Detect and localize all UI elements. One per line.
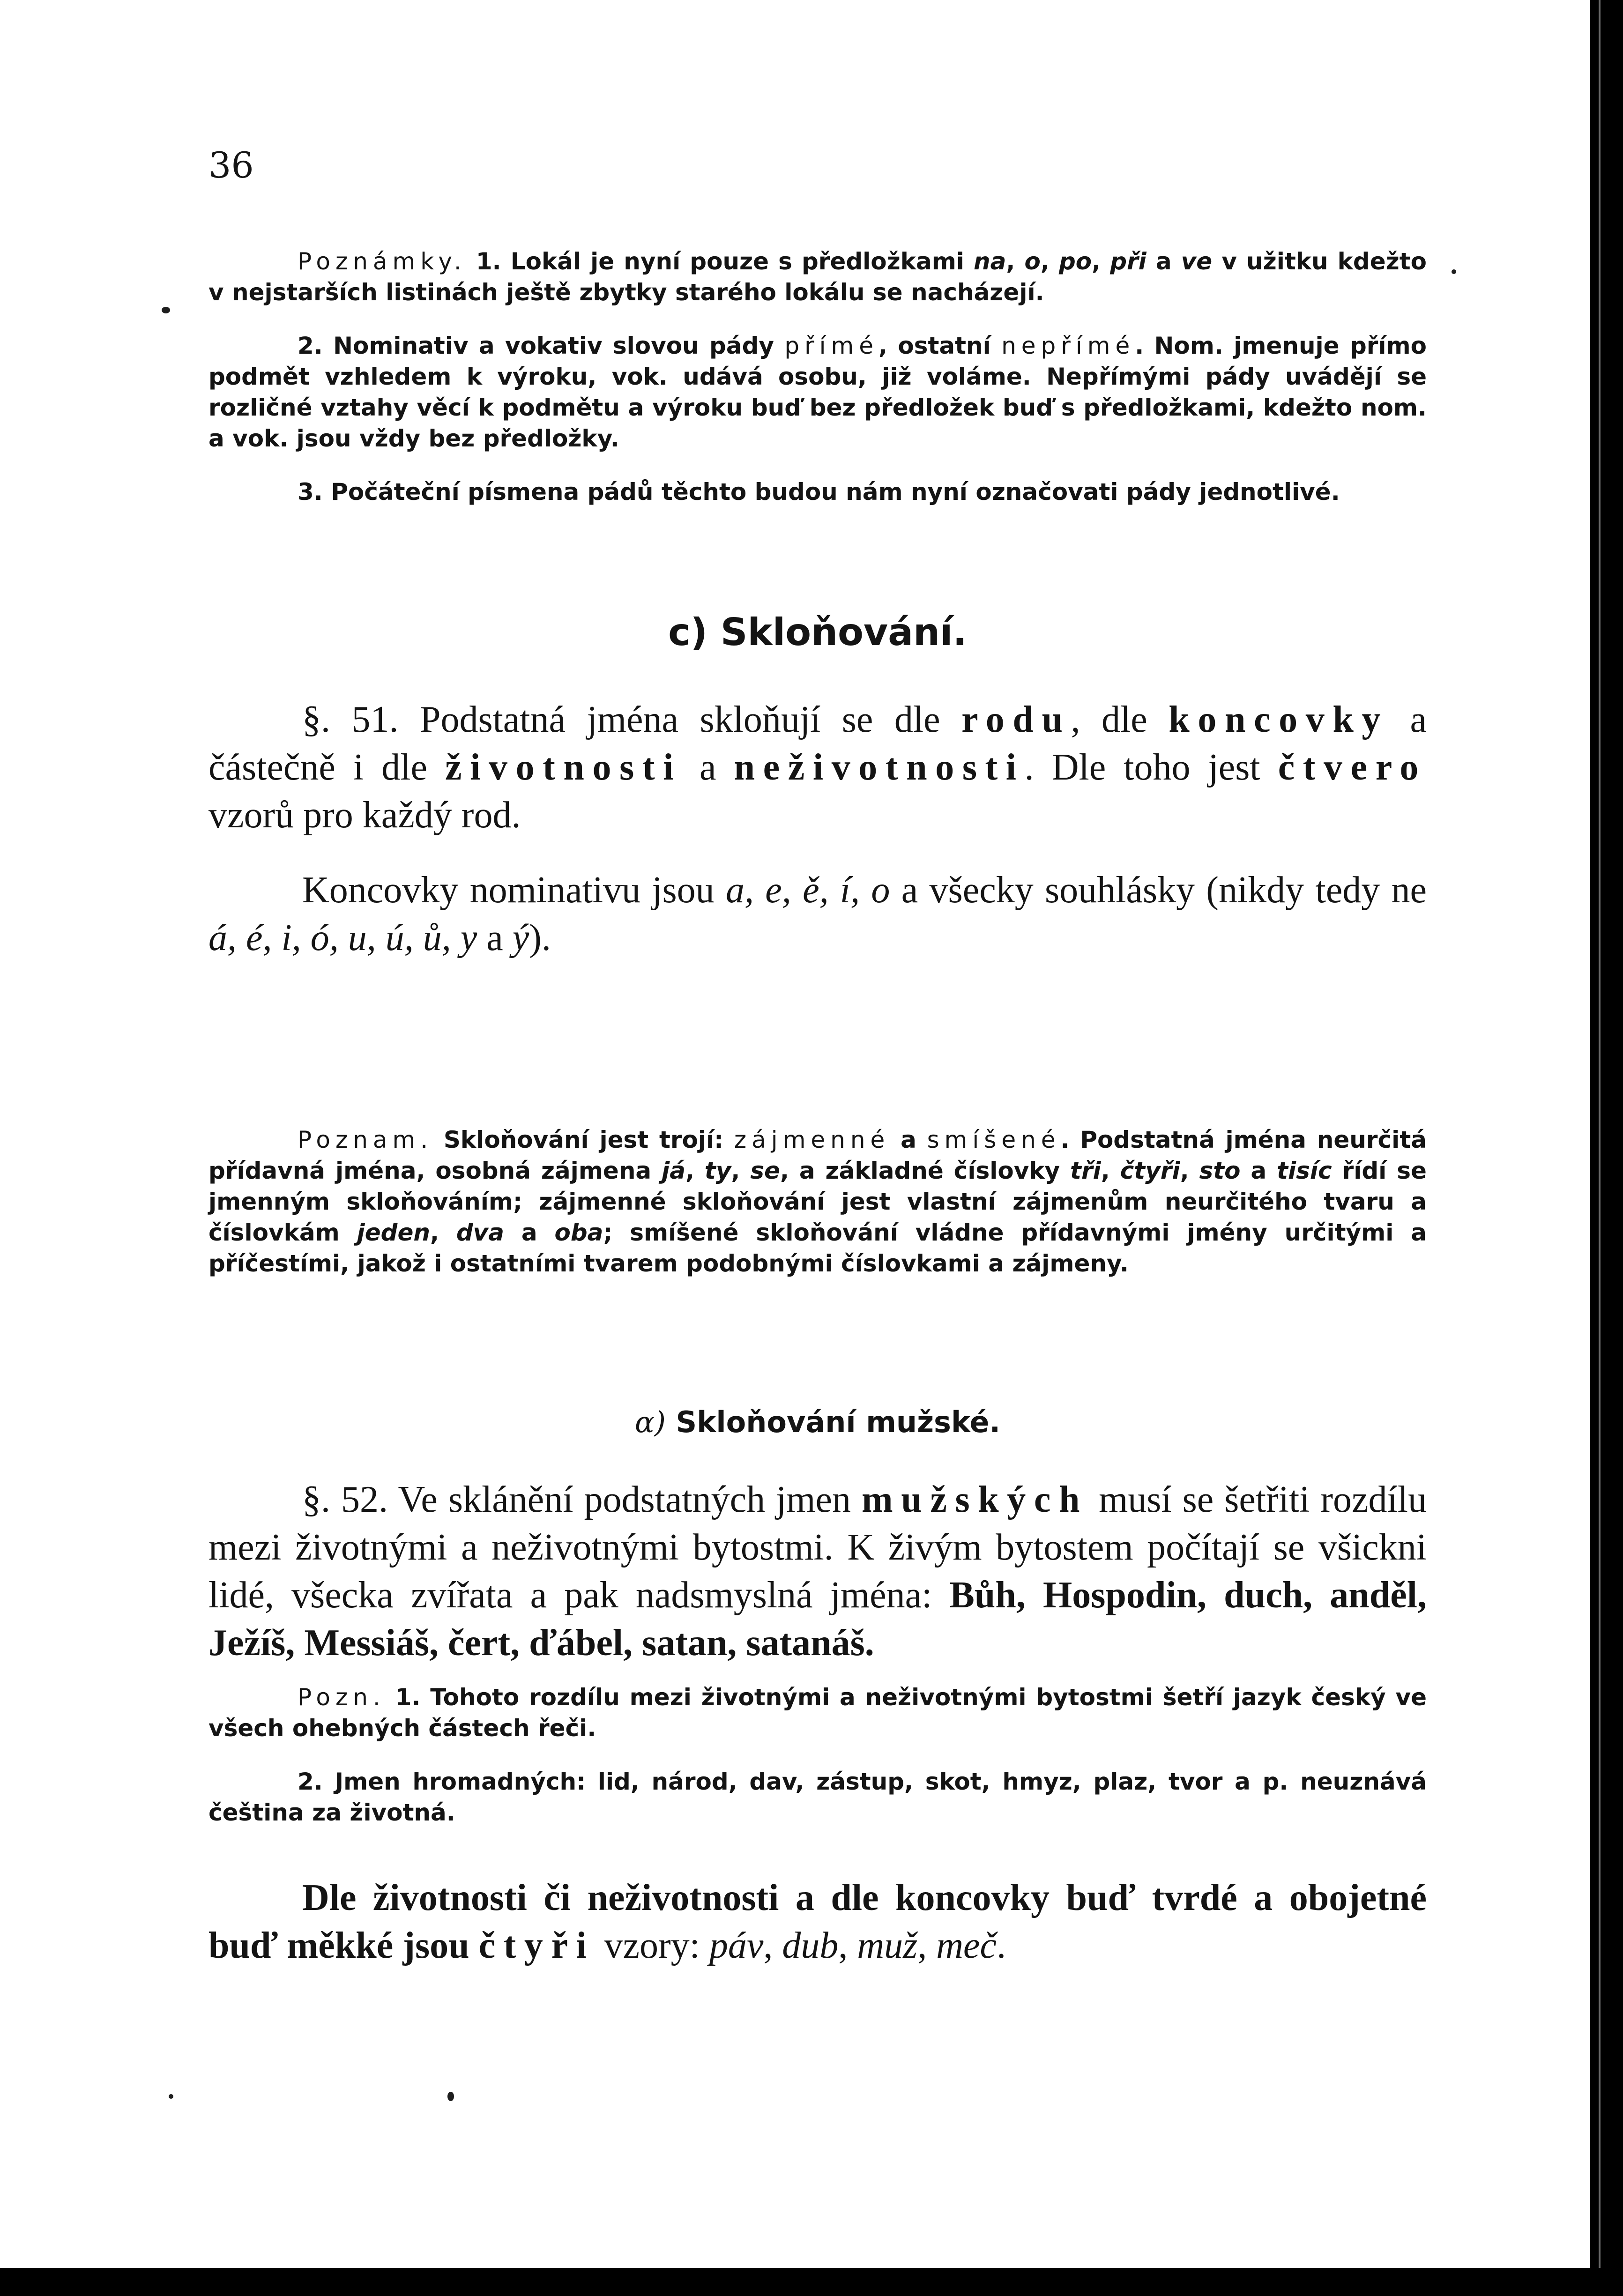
para-term: čtvero bbox=[1278, 747, 1427, 788]
para-term: Bůh, Hospodin, duch, anděl, Ježíš, Messiáš, čert, ďábel, satan, satanáš. bbox=[208, 1575, 1427, 1664]
footnote-2: 2. Jmen hromadných: lid, národ, dav, zástup, skot, hmyz, plaz, tvor a p. neuznává čeština za životná. bbox=[208, 1768, 1427, 1826]
note-sep: , bbox=[1040, 248, 1050, 275]
para-sep: . bbox=[997, 1925, 1006, 1966]
remark-text bbox=[208, 1124, 1427, 1279]
remark-term: sto bbox=[1199, 1157, 1241, 1184]
para-text: ). bbox=[529, 917, 551, 959]
remark-block bbox=[208, 1124, 1427, 1279]
section-heading: c) Skloňování. bbox=[668, 610, 967, 654]
note-text: . Nom. jmenuje přímo podmět vzhledem k výroku, vok. udává osobu, již voláme. Nepřímými pády uvádějí se rozličné vztahy věcí k podmětu a výroku buď bez předložek buď s předložkami, kdežto nom. a vok. jsou vždy bez předložky. bbox=[208, 332, 1427, 452]
remark-sep: , bbox=[685, 1157, 694, 1184]
paragraph-51 bbox=[208, 696, 1427, 962]
scan-speck bbox=[169, 2094, 173, 2099]
note-term: nepřímé bbox=[1001, 332, 1135, 359]
remark-term: oba bbox=[554, 1219, 603, 1246]
footnote-label: Pozn. bbox=[298, 1684, 386, 1711]
para-text: a částečně i dle bbox=[208, 699, 1427, 788]
remark-part: , a základné číslovky bbox=[780, 1157, 1060, 1184]
paragraph-52-text bbox=[208, 1476, 1427, 1667]
para-term: mužských bbox=[862, 1479, 1088, 1520]
note-3: 3. Počáteční písmena pádů těchto budou nám nyní označovati pády jednotlivé. bbox=[298, 478, 1340, 505]
paragraph-final-text bbox=[208, 1874, 1427, 1969]
para-term: neživotnosti bbox=[734, 747, 1025, 788]
note-term: ve bbox=[1181, 248, 1213, 275]
remark-term: já bbox=[662, 1157, 685, 1184]
notes-label: Poznámky. bbox=[298, 248, 467, 275]
footnote-1 bbox=[208, 1682, 1427, 1744]
para-term: páv bbox=[709, 1925, 764, 1966]
remark-term: se bbox=[750, 1157, 780, 1184]
remark-part: a bbox=[521, 1219, 537, 1246]
note-term: při bbox=[1110, 248, 1147, 275]
koncovky-paragraph bbox=[208, 866, 1427, 962]
para-text: a všecky souhlásky (nikdy tedy ne bbox=[901, 869, 1427, 911]
para-term: životnosti bbox=[445, 747, 682, 788]
remark-part: ; smíšené skloňování vládne přídavnými jmény určitými a příčestími, jakož i ostatními tvarem podobnými číslovkami a zájmeny. bbox=[208, 1219, 1427, 1277]
scan-speck bbox=[447, 2092, 454, 2101]
para-text: a bbox=[486, 917, 503, 959]
note-term: o bbox=[1024, 248, 1041, 275]
page-number: 36 bbox=[208, 144, 254, 186]
subsection-marker: α) bbox=[634, 1405, 666, 1439]
para-text: §. 52. Ve sklánění podstatných jmen bbox=[302, 1479, 851, 1520]
para-term: rodu bbox=[961, 699, 1071, 740]
note-term: po bbox=[1058, 248, 1092, 275]
para-text: , dle bbox=[1071, 699, 1147, 740]
para-term: a, e, ě, í, o bbox=[725, 869, 890, 911]
note-sep: , bbox=[1006, 248, 1015, 275]
para-term: ý bbox=[512, 917, 529, 959]
para-text: a bbox=[699, 747, 716, 788]
scan-right-border bbox=[1590, 0, 1623, 2296]
para-text: vzory: bbox=[604, 1925, 700, 1966]
remark-part: . Podstatná jména neurčitá přídavná jména, osobná zájmena bbox=[208, 1126, 1427, 1184]
note-text: 1. Lokál je nyní pouze s předložkami bbox=[476, 248, 964, 275]
remark-term: ty bbox=[704, 1157, 731, 1184]
note-1 bbox=[208, 246, 1427, 308]
para-term: dub bbox=[782, 1925, 839, 1966]
remark-sep: , bbox=[1101, 1157, 1110, 1184]
para-text: vzorů pro každý rod. bbox=[208, 795, 521, 836]
scan-border-line bbox=[1599, 0, 1601, 2296]
para-text: musí se šetřiti rozdílu mezi životnými a neživotnými bytostmi. K živým bytostem počítají se všickni lidé, všecka zvířata a pak nadsmyslná jména: bbox=[208, 1479, 1427, 1616]
remark-part: řídí se jmenným skloňováním; zájmenné skloňování jest vlastní zájmenům neurčitého tvaru a číslovkám bbox=[208, 1157, 1427, 1246]
para-text: . Dle toho jest bbox=[1024, 747, 1260, 788]
scan-speck bbox=[162, 307, 170, 313]
para-text: §. 51. Podstatná jména skloňují se dle bbox=[302, 699, 940, 740]
remark-term: jeden bbox=[357, 1219, 430, 1246]
note-sep: , bbox=[1092, 248, 1101, 275]
para-sep: , bbox=[763, 1925, 773, 1966]
para-sep: , bbox=[917, 1925, 927, 1966]
note-term: přímé bbox=[784, 332, 879, 359]
para-term: muž bbox=[857, 1925, 918, 1966]
paragraph-52 bbox=[208, 1476, 1427, 1667]
para-term: á, é, i, ó, u, ú, ů, y bbox=[208, 917, 477, 959]
footnote-block bbox=[208, 1682, 1427, 1828]
note-text: 2. Nominativ a vokativ slovou pády bbox=[298, 332, 774, 359]
remark-term: tisíc bbox=[1277, 1157, 1332, 1184]
para-text: Koncovky nominativu jsou bbox=[302, 869, 715, 911]
paragraph-final bbox=[208, 1874, 1427, 1969]
remark-sep: , bbox=[1180, 1157, 1189, 1184]
footnote-text: 1. Tohoto rozdílu mezi životnými a neživotnými bytostmi šetří jazyk český ve všech ohebných částech řeči. bbox=[208, 1684, 1427, 1742]
remark-term: zájmenné bbox=[734, 1126, 890, 1153]
subsection-heading bbox=[208, 1405, 1427, 1439]
para-term: čtyři bbox=[478, 1925, 595, 1966]
remark-term: dva bbox=[456, 1219, 504, 1246]
remark-term: tři bbox=[1070, 1157, 1101, 1184]
scan-speck bbox=[1452, 269, 1456, 274]
remark-sep: , bbox=[430, 1219, 439, 1246]
note-2 bbox=[208, 330, 1427, 454]
note-term: na bbox=[974, 248, 1006, 275]
note-text: , ostatní bbox=[878, 332, 991, 359]
para-sep: , bbox=[838, 1925, 848, 1966]
note-sep: a bbox=[1155, 248, 1172, 275]
remark-term: čtyři bbox=[1120, 1157, 1180, 1184]
para-text: Dle životnosti či neživotnosti a dle koncovky buď tvrdé a obojetné buď měkké jsou bbox=[208, 1877, 1427, 1966]
note-text: v užitku kdežto v nejstarších listinách ještě zbytky starého lokálu se nacházejí. bbox=[208, 248, 1427, 306]
subsection-title: Skloňování mužské. bbox=[676, 1405, 1001, 1439]
notes-block bbox=[208, 246, 1427, 507]
remark-label: Poznam. bbox=[298, 1126, 433, 1153]
para-term: koncovky bbox=[1169, 699, 1389, 740]
para-term: meč bbox=[936, 1925, 997, 1966]
remark-part: a bbox=[901, 1126, 916, 1153]
scan-bottom-border bbox=[0, 2268, 1623, 2296]
remark-part: a bbox=[1251, 1157, 1267, 1184]
remark-sep: , bbox=[731, 1157, 740, 1184]
remark-term: smíšené bbox=[927, 1126, 1061, 1153]
paragraph-51-text bbox=[208, 696, 1427, 839]
remark-part: Skloňování jest trojí: bbox=[443, 1126, 724, 1153]
